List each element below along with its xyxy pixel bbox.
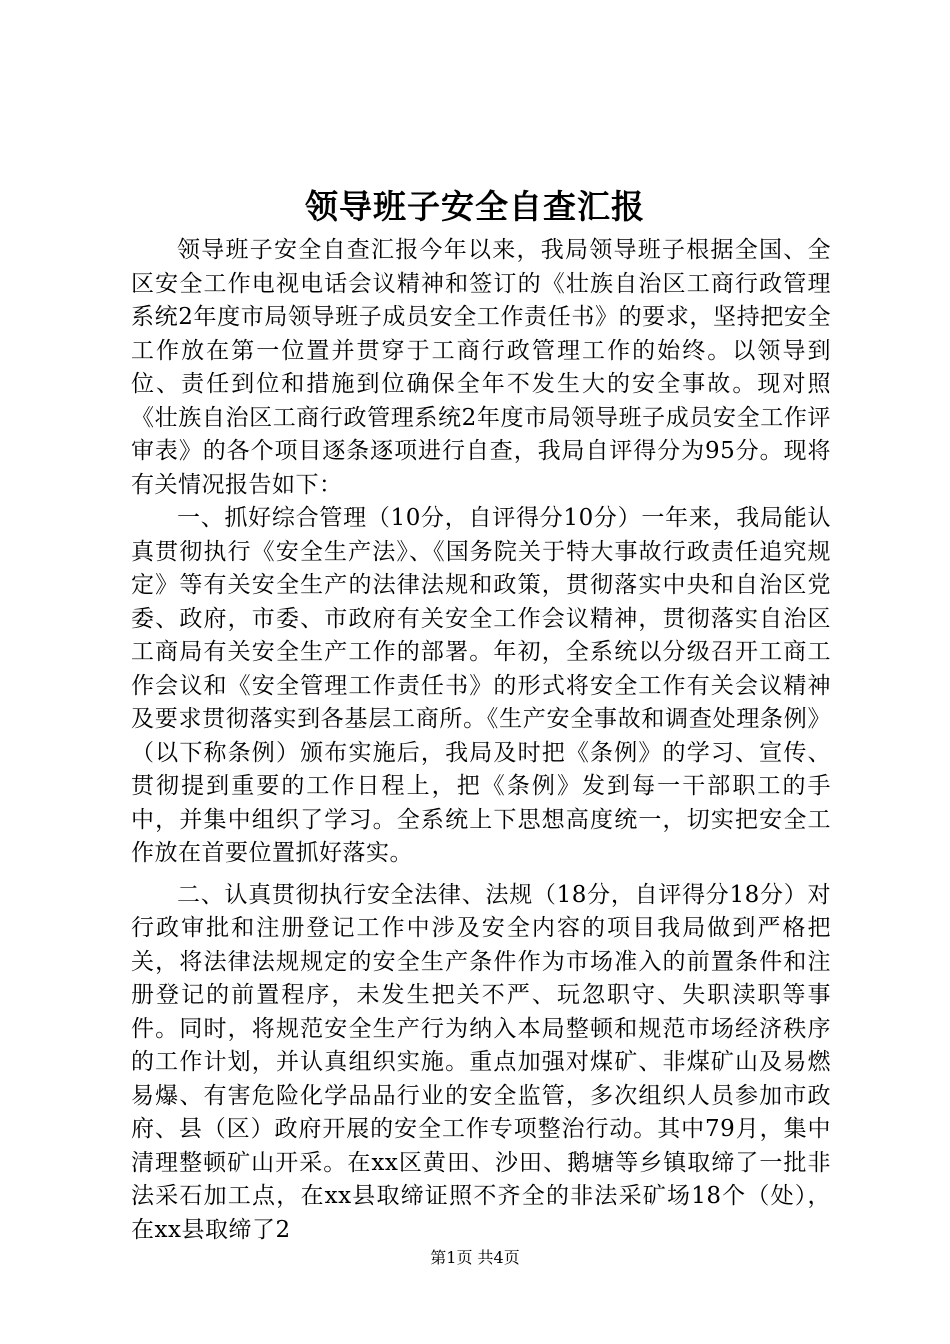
document-title: 领导班子安全自查汇报	[305, 187, 645, 226]
document-body	[131, 234, 831, 1247]
paragraph-section-1: 一、抓好综合管理（10分，自评得分10分）一年来，我局能认真贯彻执行《安全生产法》、《国务院关于特大事故行政责任追究规定》等有关安全生产的法律法规和政策，贯彻落实中央和自治区党委、政府，市委、市政府有关安全工作会议精神，贯彻落实自治区工商局有关安全生产工作的部署。年初，全系统以分级召开工商工作会议和《安全管理工作责任书》的形式将安全工作有关会议精神及要求贯彻落实到各基层工商所。《生产安全事故和调查处理条例》（以下称条例）颁布实施后，我局及时把《条例》的学习、宣传、贯彻提到重要的工作日程上，把《条例》发到每一干部职工的手中，并集中组织了学习。全系统上下思想高度统一，切实把安全工作放在首要位置抓好落实。	[131, 505, 831, 866]
page-footer: 第1页 共4页	[430, 1248, 520, 1267]
paragraph-intro: 领导班子安全自查汇报今年以来，我局领导班子根据全国、全区安全工作电视电话会议精神和签订的《壮族自治区工商行政管理系统2年度市局领导班子成员安全工作责任书》的要求，坚持把安全工作放在第一位置并贯穿于工商行政管理工作的始终。以领导到位、责任到位和措施到位确保全年不发生大的安全事故。现对照《壮族自治区工商行政管理系统2年度市局领导班子成员安全工作评审表》的各个项目逐条逐项进行自查，我局自评得分为95分。现将有关情况报告如下：	[131, 237, 831, 498]
paragraph-section-2: 二、认真贯彻执行安全法律、法规（18分，自评得分18分）对行政审批和注册登记工作中涉及安全内容的项目我局做到严格把关，将法律法规规定的安全生产条件作为市场准入的前置条件和注册登记的前置程序，未发生把关不严、玩忽职守、失职渎职等事件。同时，将规范安全生产行为纳入本局整顿和规范市场经济秩序的工作计划，并认真组织实施。重点加强对煤矿、非煤矿山及易燃易爆、有害危险化学品品行业的安全监管，多次组织人员参加市政府、县（区）政府开展的安全工作专项整治行动。其中79月，集中清理整顿矿山开采。在xx区黄田、沙田、鹅塘等乡镇取缔了一批非法采石加工点，在xx县取缔证照不齐全的非法采矿场18个（处），在xx县取缔了2	[131, 881, 831, 1243]
